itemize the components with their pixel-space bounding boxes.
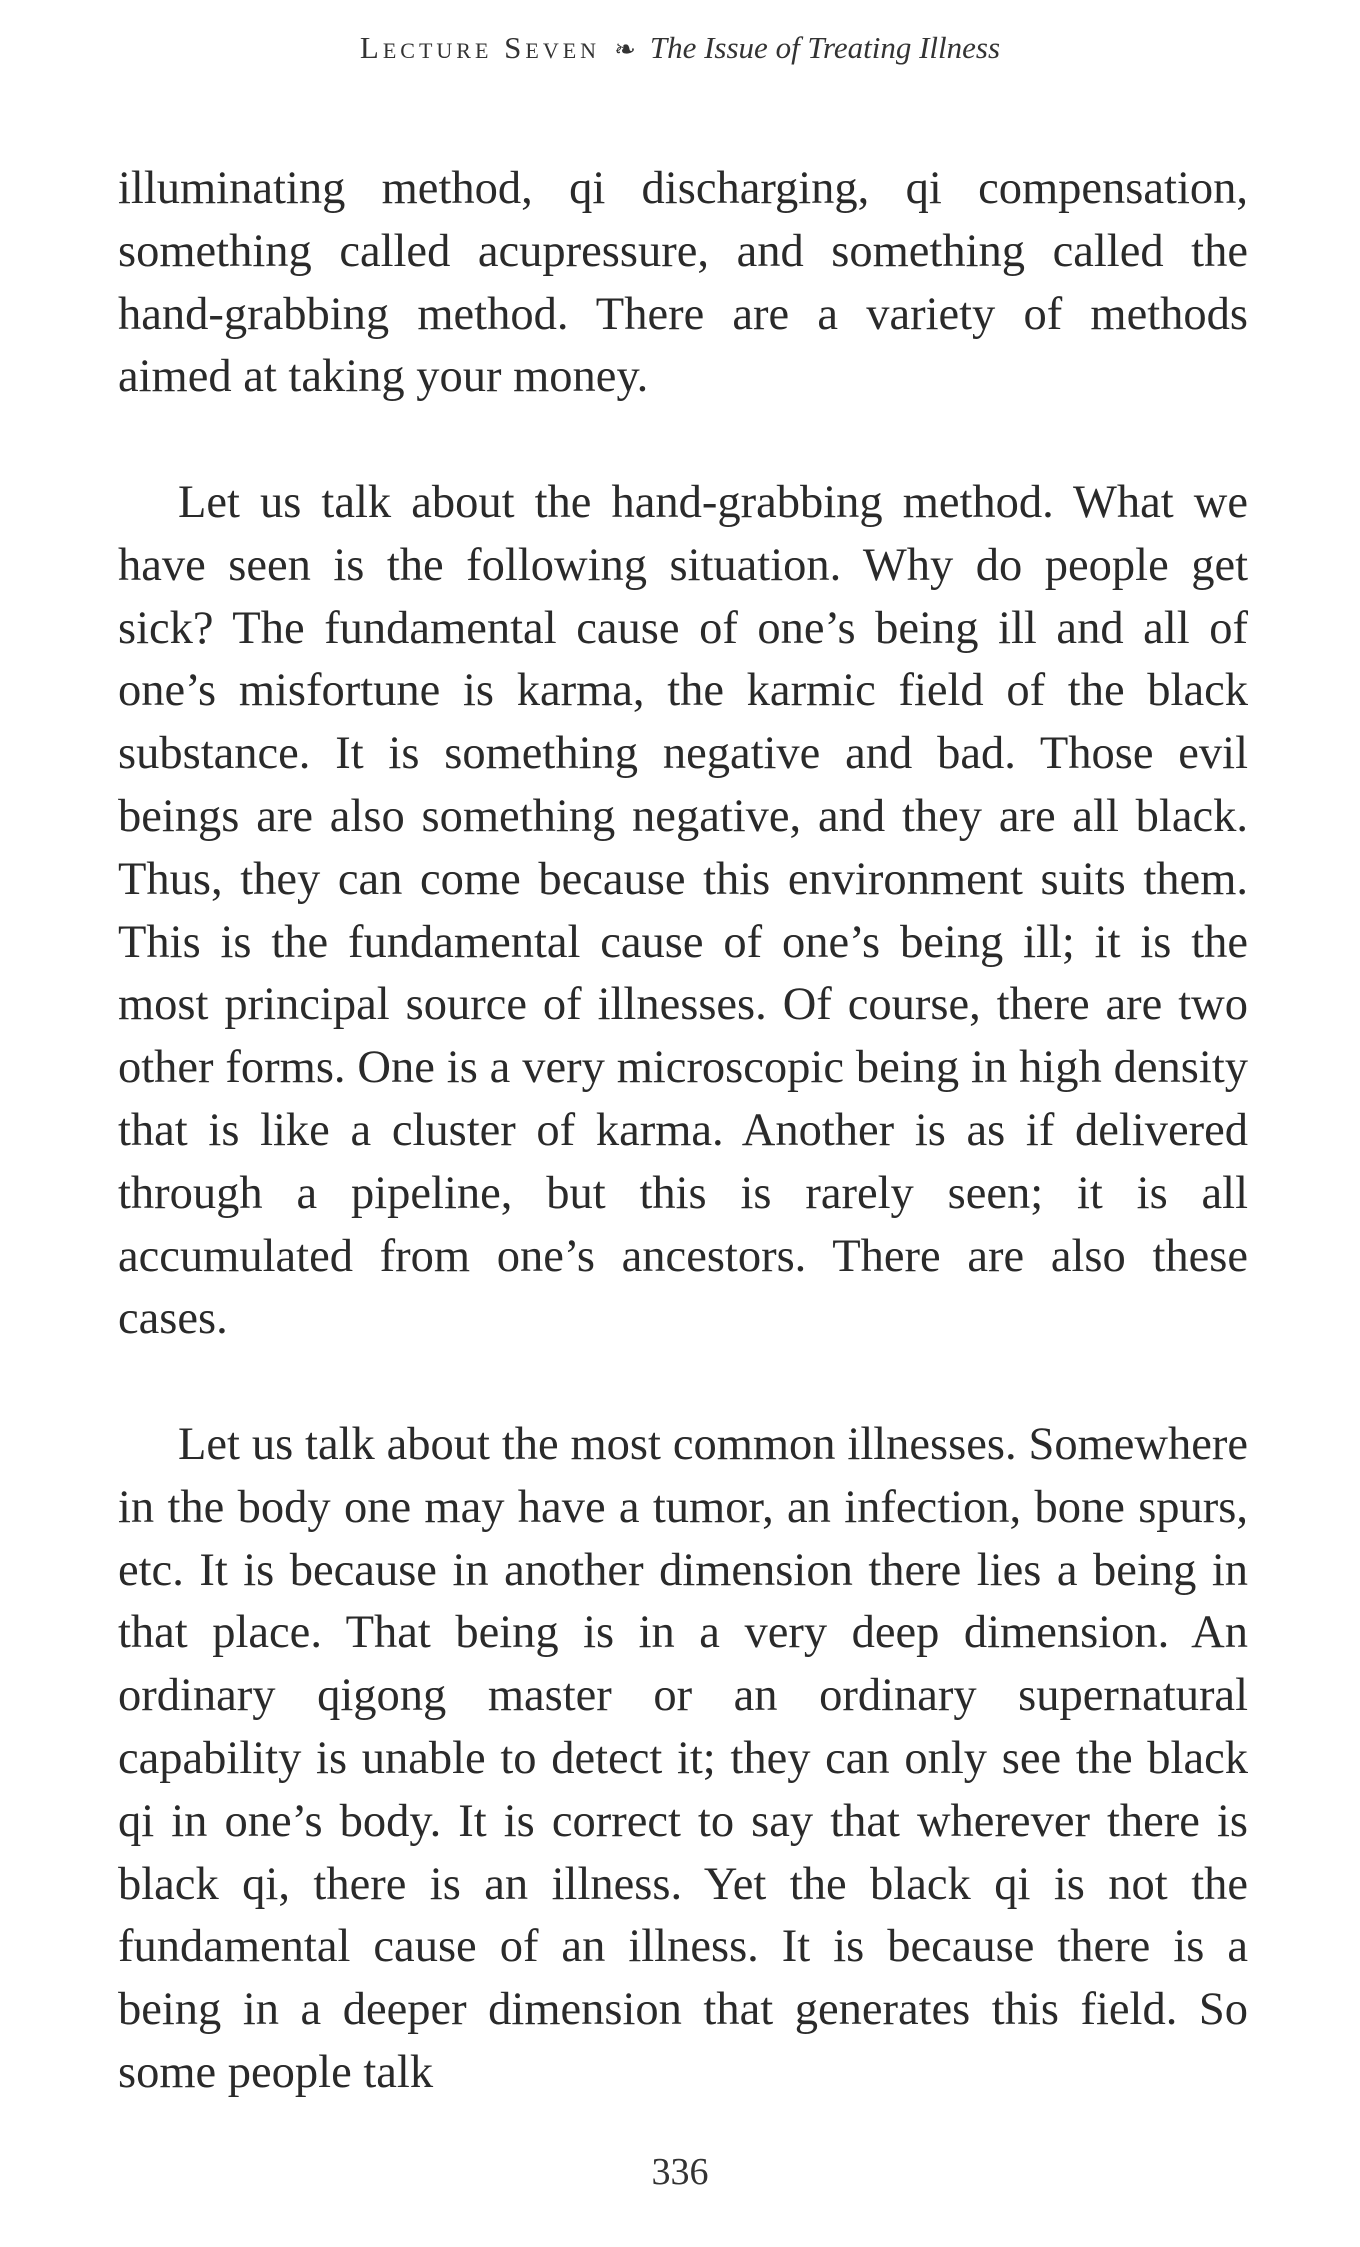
page-number: 336 [651,2151,709,2193]
paragraph-hand-grabbing: Let us talk about the hand-grabbing method. What we have seen is the following situation. Why do people get sick? The fundamental cause of one’s being ill and all of one’s misfortune is karma, the karmic field of the black substance. It is something negative and bad. Those evil beings are also something negative, and they are all black. Thus, they can come because this environment suits them. This is the fundamental cause of one’s being ill; it is the most principal source of illnesses. Of course, there are two other forms. One is a very microscopic being in high density that is like a cluster of karma. Another is as if delivered through a pipeline, but this is rarely seen; it is all accumulated from one’s ancestors. There are also these cases. [118,476,1248,1345]
chapter-title: The Issue of Treating Illness [649,30,1001,65]
leaf-fleuron-icon: ❧ [614,35,636,64]
lecture-label: Lecture Seven [359,30,601,65]
body-text [118,158,1248,2105]
paragraph-continued: illuminating method, qi discharging, qi compensation, something called acupressure, and something called the hand-grabbing method. There are a variety of methods aimed at taking your money. [118,163,1248,403]
paragraph-common-illnesses: Let us talk about the most common illnesses. Somewhere in the body one may have a tumor, an infection, bone spurs, etc. It is because in another dimension there lies a being in that place. That being is in a very deep dimension. An ordinary qigong master or an ordinary supernatural capability is unable to detect it; they can only see the black qi in one’s body. It is correct to say that wherever there is black qi, there is an illness. Yet the black qi is not the fundamental cause of an illness. It is because there is a being in a deeper dimension that generates this field. So some people talk [118,1418,1248,2098]
running-header [0,30,1360,66]
